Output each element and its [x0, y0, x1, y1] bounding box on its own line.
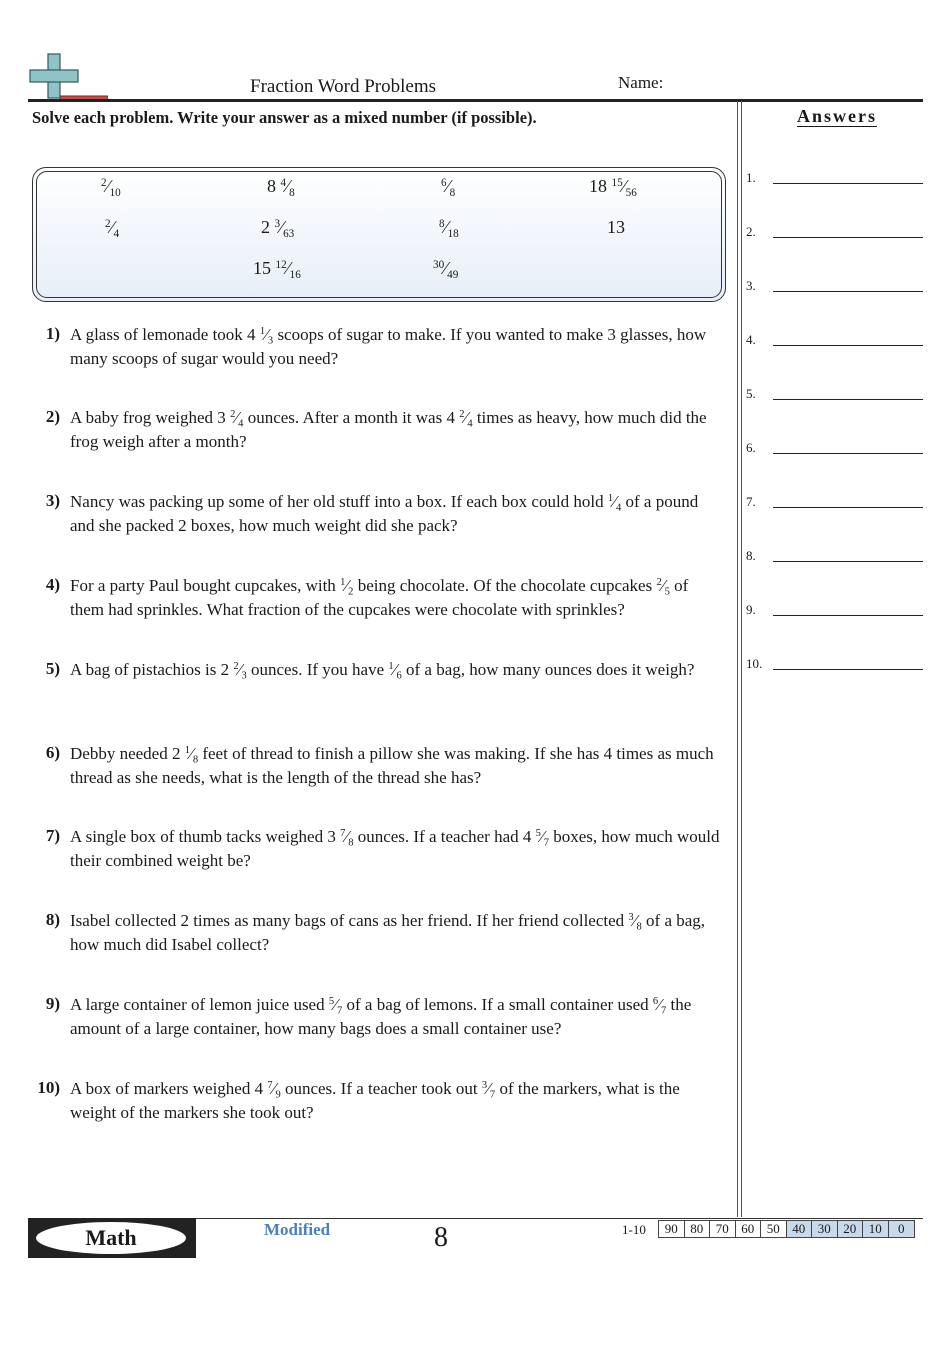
fraction-denominator: 3 — [267, 335, 274, 347]
fraction-numerator: 3 — [481, 1080, 488, 1092]
answer-number: 7. — [746, 494, 756, 509]
fraction-numerator: 2 — [656, 577, 662, 589]
score-cell: 30 — [812, 1221, 838, 1237]
fraction-denominator: 18 — [447, 227, 459, 240]
fraction-numerator: 2 — [101, 176, 107, 189]
score-cell: 80 — [685, 1221, 711, 1237]
answer-blank[interactable] — [773, 345, 923, 346]
fraction — [608, 490, 621, 514]
header-divider — [28, 99, 923, 102]
fraction — [340, 574, 353, 598]
fraction — [441, 176, 455, 197]
problem-text-segment: ounces. If a teacher had 4 — [353, 827, 536, 846]
score-cell: 20 — [838, 1221, 864, 1237]
fraction-denominator: 16 — [289, 268, 301, 281]
problem-text — [70, 993, 720, 1041]
footer-divider — [195, 1218, 923, 1219]
fraction-numerator: 5 — [535, 828, 541, 840]
problem-text-segment: of a bag, how much did Isabel collect? — [70, 911, 706, 954]
problem-text-segment: of a bag, how many ounces does it weigh? — [401, 660, 695, 679]
answer-bank-item — [253, 258, 301, 279]
whole-number: 2 — [261, 217, 275, 237]
answer-row — [746, 170, 924, 190]
page-number: 8 — [434, 1222, 448, 1253]
answer-blank[interactable] — [773, 453, 923, 454]
fraction-numerator: 15 — [611, 176, 623, 189]
fraction — [482, 1077, 495, 1101]
fraction — [281, 176, 295, 197]
fraction-slash: ⁄ — [622, 176, 626, 196]
fraction-denominator: 8 — [289, 186, 295, 199]
problem-text — [70, 825, 720, 873]
fraction-slash: ⁄ — [345, 827, 349, 846]
answer-row — [746, 602, 924, 622]
problem-number: 5) — [45, 659, 60, 678]
problem-text-segment: Nancy was packing up some of her old stuff into a box. If each box could hold — [70, 492, 608, 511]
fraction — [105, 217, 119, 238]
problem-number: 6) — [45, 743, 60, 762]
fraction-slash: ⁄ — [286, 258, 290, 278]
fraction-denominator: 7 — [336, 1005, 343, 1017]
fraction — [388, 658, 401, 682]
fraction — [612, 176, 637, 197]
problem-text-segment: of the markers, what is the weight of the markers she took out? — [70, 1079, 680, 1122]
fraction-slash: ⁄ — [235, 408, 239, 427]
answer-number: 2. — [746, 224, 756, 239]
problem-text-segment: A large container of lemon juice used — [70, 995, 329, 1014]
fraction-slash: ⁄ — [444, 217, 448, 237]
fraction-numerator: 2 — [105, 217, 111, 230]
name-label: Name: — [618, 73, 664, 92]
fraction — [260, 323, 273, 347]
fraction-slash: ⁄ — [106, 176, 110, 196]
answer-number: 5. — [746, 386, 756, 401]
fraction — [459, 406, 472, 430]
answer-bank — [32, 167, 726, 302]
answer-blank[interactable] — [773, 669, 923, 670]
answer-bank-item — [261, 217, 294, 238]
score-cell: 0 — [889, 1221, 915, 1237]
fraction-numerator: 6 — [441, 176, 447, 189]
answer-bank-item — [441, 176, 455, 197]
fraction-denominator: 8 — [636, 921, 642, 933]
modified-label: Modified — [264, 1220, 331, 1239]
fraction-numerator: 2 — [459, 409, 465, 421]
problem-text-segment: of a bag of lemons. If a small container used — [342, 995, 653, 1014]
fraction — [267, 1077, 280, 1101]
answer-blank[interactable] — [773, 561, 923, 562]
fraction-slash: ⁄ — [393, 660, 397, 679]
problem-text-segment: being chocolate. Of the chocolate cupcakes — [353, 576, 657, 595]
fraction-slash: ⁄ — [487, 1079, 490, 1098]
answer-number: 8. — [746, 548, 756, 563]
answer-row — [746, 332, 924, 352]
answer-number: 3. — [746, 278, 756, 293]
fraction-slash: ⁄ — [110, 217, 114, 237]
answer-bank-item — [433, 258, 458, 279]
problem-text-segment: times as heavy, how much did the frog weigh after a month? — [70, 408, 707, 451]
problem-text-segment: scoops of sugar to make. If you wanted to make 3 glasses, how many scoops of sugar would you need? — [70, 325, 707, 368]
fraction-denominator: 7 — [489, 1089, 496, 1101]
answer-bank-item — [101, 176, 121, 197]
fraction-numerator: 2 — [230, 409, 236, 421]
problem-text — [70, 574, 720, 622]
answer-blank[interactable] — [773, 237, 923, 238]
fraction-slash: ⁄ — [446, 176, 450, 196]
fraction-slash: ⁄ — [280, 217, 284, 237]
fraction — [329, 993, 342, 1017]
fraction-slash: ⁄ — [238, 660, 242, 679]
problem-text-segment: of a pound and she packed 2 boxes, how much weight did she pack? — [70, 492, 699, 535]
fraction — [433, 258, 458, 279]
problem-text-segment: the amount of a large container, how many bags does a small container use? — [70, 995, 692, 1038]
answer-row — [746, 278, 924, 298]
fraction — [536, 825, 549, 849]
fraction — [101, 176, 121, 197]
fraction-numerator: 3 — [274, 217, 281, 230]
score-cell: 90 — [659, 1221, 685, 1237]
answer-blank[interactable] — [773, 507, 923, 508]
column-divider — [741, 101, 742, 1217]
answer-blank[interactable] — [773, 399, 923, 400]
problem-text-segment: ounces. After a month it was 4 — [243, 408, 460, 427]
fraction-denominator: 10 — [109, 186, 121, 199]
answer-number: 1. — [746, 170, 756, 185]
problem-text — [70, 658, 720, 682]
fraction-denominator: 8 — [449, 186, 456, 199]
score-cell: 40 — [787, 1221, 813, 1237]
answer-row — [746, 224, 924, 244]
problem-text-segment: feet of thread to finish a pillow she was making. If she has 4 times as much thread as she needs, what is the length of the thread she has? — [70, 744, 714, 787]
problem-text-segment: A single box of thumb tacks weighed 3 — [70, 827, 341, 846]
score-cell: 10 — [863, 1221, 889, 1237]
problem-number: 2) — [45, 407, 60, 426]
fraction-numerator: 6 — [652, 996, 659, 1008]
fraction-denominator: 6 — [396, 670, 402, 682]
fraction-slash: ⁄ — [633, 911, 637, 930]
problem-number: 4) — [45, 575, 60, 594]
fraction-slash: ⁄ — [444, 258, 448, 278]
whole-number: 8 — [267, 176, 281, 196]
fraction-numerator: 8 — [439, 217, 445, 230]
problem-number: 8) — [45, 910, 60, 929]
fraction-slash: ⁄ — [658, 995, 661, 1014]
fraction-numerator: 1 — [259, 326, 266, 338]
math-badge — [28, 1218, 196, 1258]
problem-text — [70, 490, 720, 538]
fraction-slash: ⁄ — [265, 325, 268, 344]
problem-number: 7) — [45, 826, 60, 845]
fraction — [230, 406, 243, 430]
fraction — [275, 217, 295, 238]
fraction-denominator: 63 — [283, 227, 295, 240]
fraction-denominator: 4 — [238, 418, 244, 430]
fraction — [656, 574, 669, 598]
answer-row — [746, 548, 924, 568]
fraction-denominator: 8 — [348, 837, 354, 849]
score-range-label: 1-10 — [622, 1222, 646, 1237]
fraction-denominator: 7 — [543, 837, 550, 849]
fraction-slash: ⁄ — [334, 995, 337, 1014]
answer-row — [746, 440, 924, 460]
fraction-numerator: 7 — [340, 828, 346, 840]
score-table — [658, 1220, 915, 1238]
fraction-denominator: 56 — [625, 186, 637, 199]
fraction-slash: ⁄ — [540, 827, 544, 846]
fraction-numerator: 2 — [233, 661, 239, 673]
fraction-numerator: 30 — [433, 258, 445, 271]
math-label: Math — [36, 1222, 186, 1254]
problem-text-segment: A baby frog weighed 3 — [70, 408, 231, 427]
fraction-numerator: 1 — [607, 493, 614, 505]
whole-number: 13 — [607, 217, 625, 237]
worksheet-title: Fraction Word Problems — [250, 76, 436, 97]
problem-text — [70, 1077, 720, 1125]
fraction-slash: ⁄ — [464, 408, 468, 427]
problem-number: 9) — [45, 994, 60, 1013]
fraction-numerator: 12 — [275, 258, 287, 271]
fraction-slash: ⁄ — [345, 576, 349, 595]
fraction-slash: ⁄ — [661, 576, 665, 595]
score-cell: 70 — [710, 1221, 736, 1237]
fraction — [185, 742, 198, 766]
problem-text-segment: A bag of pistachios is 2 — [70, 660, 234, 679]
answer-row — [746, 656, 924, 676]
plus-logo-icon — [28, 52, 108, 102]
fraction-numerator: 4 — [280, 176, 287, 189]
answer-row — [746, 386, 924, 406]
fraction — [439, 217, 459, 238]
fraction-numerator: 3 — [628, 912, 634, 924]
problem-number: 10) — [37, 1078, 60, 1097]
fraction-slash: ⁄ — [613, 492, 616, 511]
fraction-numerator: 1 — [388, 661, 394, 673]
answer-blank[interactable] — [773, 183, 923, 184]
problem-text-segment: ounces. If a teacher took out — [280, 1079, 482, 1098]
fraction-numerator: 1 — [340, 577, 346, 589]
fraction-denominator: 3 — [241, 670, 247, 682]
problem-text — [70, 909, 720, 957]
answer-blank[interactable] — [773, 291, 923, 292]
fraction-denominator: 7 — [660, 1005, 667, 1017]
fraction-slash: ⁄ — [272, 1079, 276, 1098]
problem-text-segment: Debby needed 2 — [70, 744, 185, 763]
fraction-slash: ⁄ — [189, 744, 193, 763]
fraction — [628, 909, 641, 933]
problem-text-segment: boxes, how much would their combined weight be? — [70, 827, 720, 870]
problem-text — [70, 406, 720, 454]
problem-text-segment: of them had sprinkles. What fraction of the cupcakes were chocolate with sprinkles? — [70, 576, 689, 619]
fraction-numerator: 7 — [267, 1080, 273, 1092]
whole-number: 15 — [253, 258, 276, 278]
answer-bank-item — [267, 176, 295, 197]
column-divider — [737, 101, 738, 1217]
answer-bank-item — [589, 176, 637, 197]
problem-text-segment: A glass of lemonade took 4 — [70, 325, 260, 344]
fraction-denominator: 4 — [616, 502, 622, 514]
fraction-numerator: 5 — [328, 996, 335, 1008]
fraction-denominator: 5 — [664, 586, 670, 598]
problem-text-segment: Isabel collected 2 times as many bags of cans as her friend. If her friend collected — [70, 911, 629, 930]
answer-row — [746, 494, 924, 514]
fraction — [653, 993, 666, 1017]
answer-bank-item — [105, 217, 119, 238]
score-cell: 60 — [736, 1221, 762, 1237]
problem-number: 1) — [45, 324, 60, 343]
fraction-denominator: 9 — [275, 1089, 281, 1101]
answer-bank-item — [439, 217, 459, 238]
answers-heading: Answers — [797, 106, 877, 126]
fraction — [276, 258, 301, 279]
whole-number: 18 — [589, 176, 612, 196]
fraction-denominator: 8 — [192, 754, 199, 766]
fraction — [233, 658, 246, 682]
answer-number: 4. — [746, 332, 756, 347]
answer-number: 6. — [746, 440, 756, 455]
problem-number: 3) — [45, 491, 60, 510]
answer-number: 9. — [746, 602, 756, 617]
answer-blank[interactable] — [773, 615, 923, 616]
fraction-denominator: 4 — [467, 418, 473, 430]
fraction-denominator: 4 — [113, 227, 120, 240]
problem-text-segment: ounces. If you have — [246, 660, 389, 679]
score-cell: 50 — [761, 1221, 787, 1237]
fraction-slash: ⁄ — [286, 176, 290, 196]
fraction — [340, 825, 353, 849]
answer-number: 10. — [746, 656, 763, 671]
answer-bank-item — [607, 217, 625, 238]
fraction-denominator: 49 — [447, 268, 459, 281]
problem-text — [70, 742, 720, 790]
fraction-numerator: 1 — [184, 745, 190, 757]
problem-text — [70, 323, 720, 371]
problem-text-segment: For a party Paul bought cupcakes, with — [70, 576, 341, 595]
problem-text-segment: A box of markers weighed 4 — [70, 1079, 268, 1098]
fraction-denominator: 2 — [348, 586, 354, 598]
instructions: Solve each problem. Write your answer as a mixed number (if possible). — [32, 108, 537, 127]
